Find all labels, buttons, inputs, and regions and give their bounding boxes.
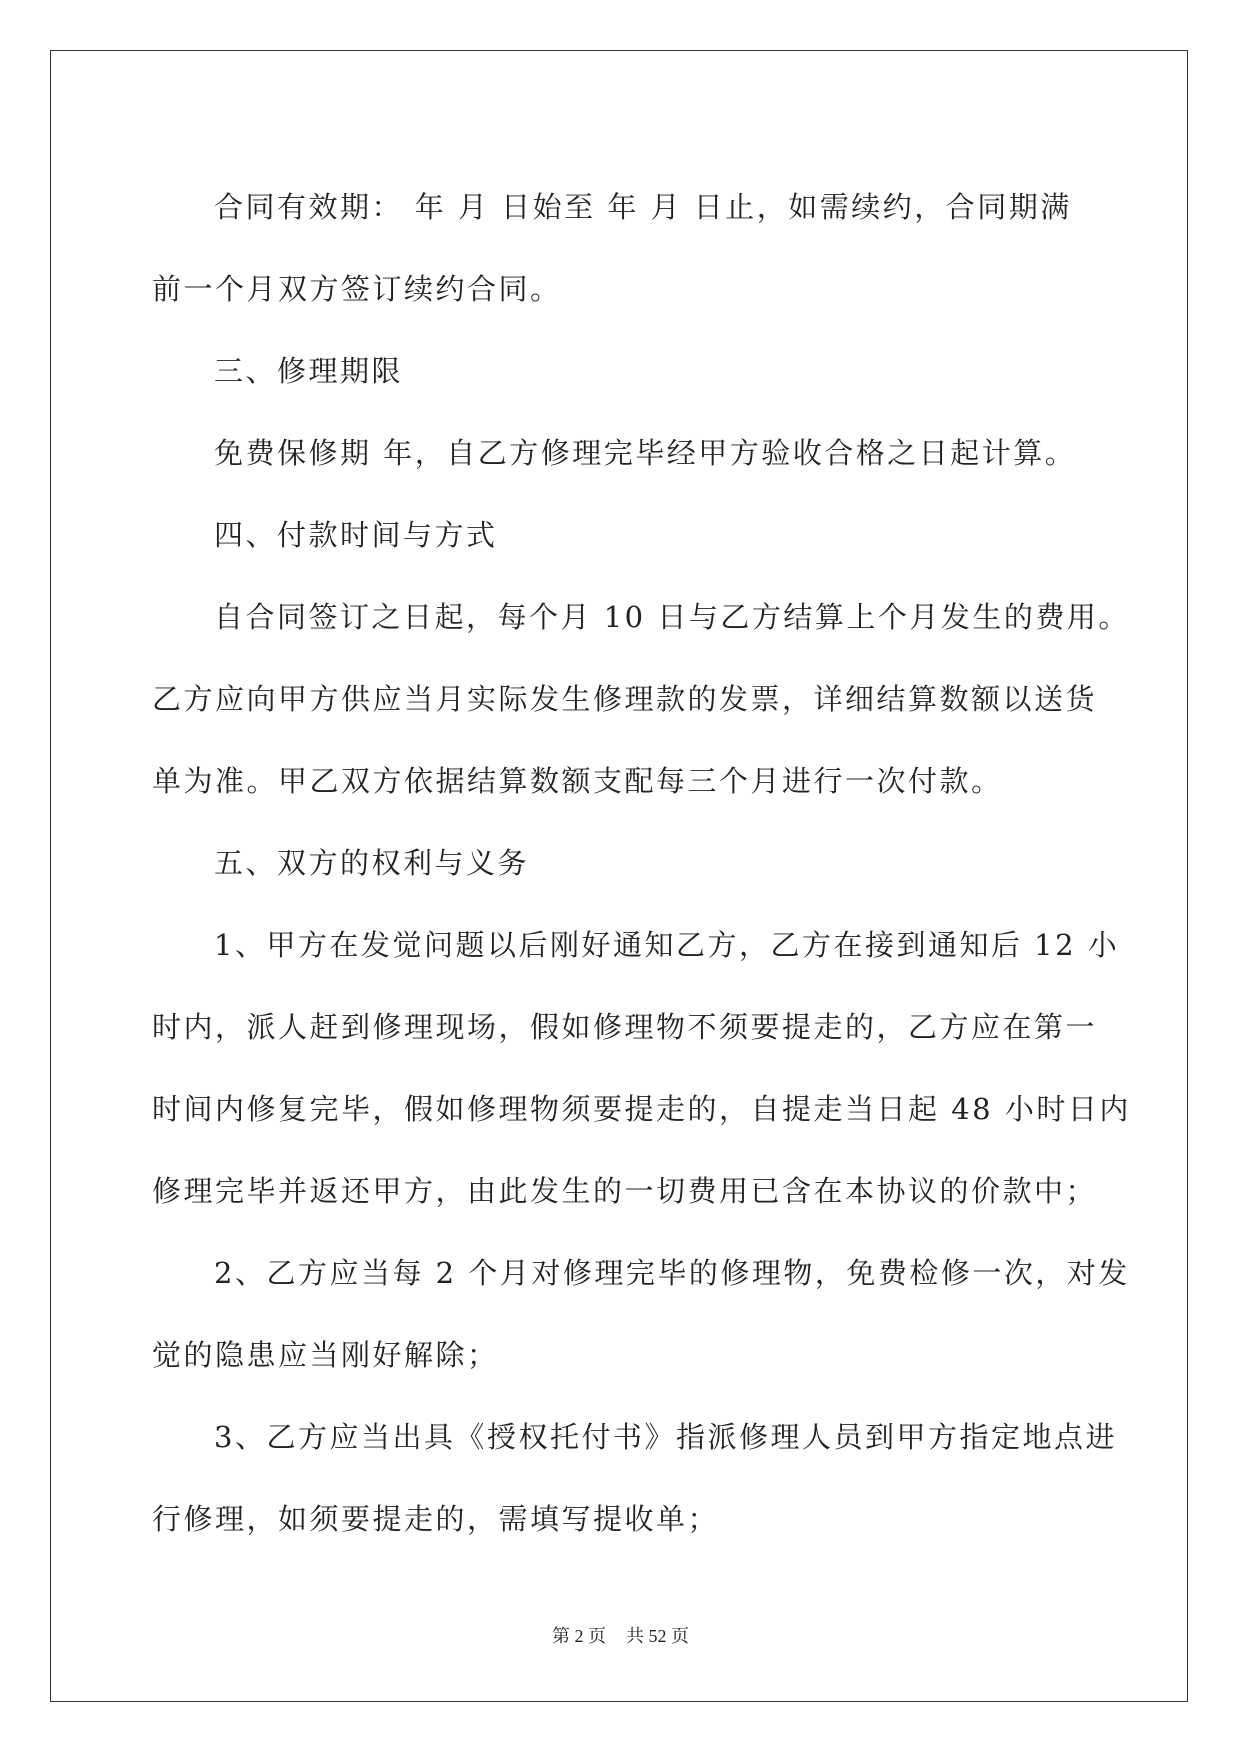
text-line: 合同有效期： 年 月 日始至 年 月 日止，如需续约，合同期满 xyxy=(214,190,1072,224)
text-line: 自合同签订之日起，每个月 10 日与乙方结算上个月发生的费用。 xyxy=(214,600,1130,634)
text-line: 修理完毕并返还甲方，由此发生的一切费用已含在本协议的价款中； xyxy=(152,1174,1098,1208)
text-line: 3、乙方应当出具《授权托付书》指派修理人员到甲方指定地点进 xyxy=(214,1420,1117,1454)
text-line: 行修理，如须要提走的，需填写提收单； xyxy=(152,1502,720,1536)
text-line: 1、甲方在发觉问题以后刚好通知乙方，乙方在接到通知后 12 小 xyxy=(214,928,1120,962)
text-line: 时间内修复完毕，假如修理物须要提走的，自提走当日起 48 小时日内 xyxy=(152,1092,1131,1126)
section-heading: 五、双方的权利与义务 xyxy=(214,846,530,880)
section-heading: 四、付款时间与方式 xyxy=(214,518,498,552)
text-line: 单为准。甲乙双方依据结算数额支配每三个月进行一次付款。 xyxy=(152,764,1003,798)
document-body xyxy=(152,166,1131,1560)
total-page-count: 共 52 页 xyxy=(626,1626,689,1646)
text-line: 时内，派人赶到修理现场，假如修理物不须要提走的，乙方应在第一 xyxy=(152,1010,1098,1044)
text-line: 2、乙方应当每 2 个月对修理完毕的修理物，免费检修一次，对发 xyxy=(214,1256,1130,1290)
current-page-number: 第 2 页 xyxy=(552,1626,606,1646)
text-line: 免费保修期 年，自乙方修理完毕经甲方验收合格之日起计算。 xyxy=(214,436,1077,470)
text-line: 觉的隐患应当刚好解除； xyxy=(152,1338,499,1372)
page-footer xyxy=(0,1622,1241,1648)
text-line: 前一个月双方签订续约合同。 xyxy=(152,272,562,306)
section-heading: 三、修理期限 xyxy=(214,354,404,388)
text-line: 乙方应向甲方供应当月实际发生修理款的发票，详细结算数额以送货 xyxy=(152,682,1098,716)
